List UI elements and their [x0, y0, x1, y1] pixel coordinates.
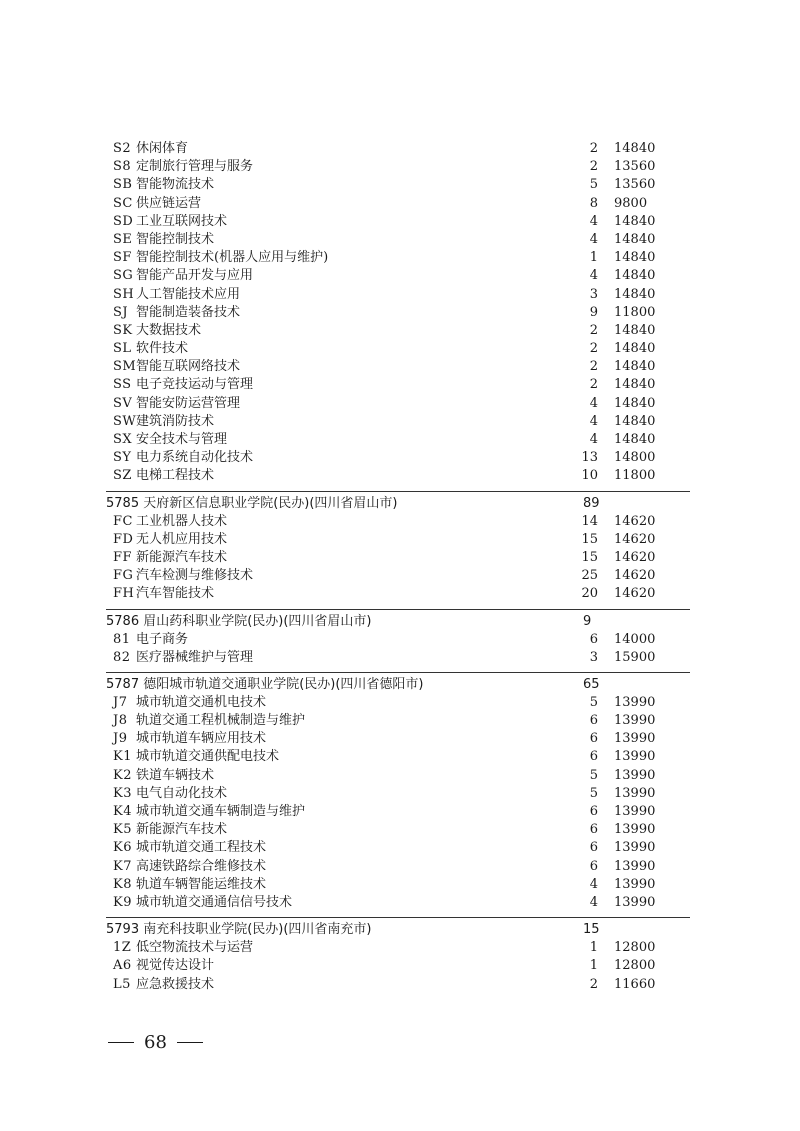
major-row [0, 785, 800, 803]
major-count: 1 [589, 250, 598, 266]
major-code: SS [113, 377, 132, 393]
major-row [0, 894, 800, 912]
major-row [0, 839, 800, 857]
major-code: SK [113, 322, 133, 338]
major-count: 6 [589, 631, 598, 647]
major-fee: 13990 [614, 840, 656, 856]
major-count: 13 [581, 450, 598, 466]
school-group [0, 675, 800, 912]
major-code: SB [113, 177, 133, 193]
school-header-row [0, 612, 800, 631]
major-count: 3 [589, 649, 598, 665]
major-fee: 13990 [614, 694, 656, 710]
major-row [0, 467, 800, 485]
school-total: 65 [583, 676, 600, 692]
school-name: 5787 德阳城市轨道交通职业学院(民办)(四川省德阳市) [106, 676, 424, 692]
major-count: 5 [589, 177, 598, 193]
major-fee: 14620 [614, 586, 656, 602]
major-code: S8 [113, 159, 132, 175]
major-code: SD [113, 213, 134, 229]
major-row [0, 549, 800, 567]
major-name: 电力系统自动化技术 [136, 450, 254, 466]
major-count: 10 [581, 468, 598, 484]
major-row [0, 585, 800, 603]
major-name: 建筑消防技术 [136, 413, 215, 429]
major-fee: 14800 [614, 450, 656, 466]
major-fee: 13990 [614, 713, 656, 729]
major-name: 无人机应用技术 [136, 531, 228, 547]
school-group [0, 920, 800, 994]
major-code: SG [113, 268, 134, 284]
major-count: 4 [589, 213, 598, 229]
major-code: K7 [113, 858, 132, 874]
major-name: 电子商务 [136, 631, 189, 647]
major-name: 智能互联网络技术 [136, 359, 241, 375]
major-row [0, 821, 800, 839]
major-count: 1 [589, 958, 598, 974]
major-fee: 14000 [614, 631, 656, 647]
major-count: 4 [589, 413, 598, 429]
major-code: K2 [113, 767, 132, 783]
major-code: A6 [113, 958, 132, 974]
major-name: 低空物流技术与运营 [136, 940, 254, 956]
major-fee: 14840 [614, 432, 656, 447]
major-row [0, 267, 800, 285]
major-fee: 14840 [614, 359, 656, 375]
major-name: 铁道车辆技术 [136, 767, 215, 783]
major-fee: 14620 [614, 549, 656, 565]
major-fee: 14840 [614, 141, 656, 156]
major-count: 3 [589, 286, 598, 302]
major-code: SJ [113, 304, 129, 320]
major-fee: 11800 [614, 304, 656, 320]
major-count: 2 [589, 341, 598, 357]
major-fee: 15900 [614, 649, 656, 665]
major-fee: 14840 [614, 413, 656, 429]
major-count: 4 [589, 432, 598, 447]
major-name: 智能控制技术 [136, 231, 215, 247]
major-name: 工业机器人技术 [136, 513, 228, 529]
major-row [0, 213, 800, 231]
school-header-row [0, 494, 800, 513]
school-divider [106, 672, 690, 673]
major-count: 5 [589, 694, 598, 710]
major-code: K6 [113, 840, 132, 856]
major-name: 智能物流技术 [136, 177, 215, 193]
major-row [0, 231, 800, 249]
major-fee: 12800 [614, 958, 656, 974]
major-code: L5 [113, 976, 131, 992]
major-row [0, 803, 800, 821]
major-fee: 13560 [614, 159, 656, 175]
major-fee: 11800 [614, 468, 656, 484]
school-total: 89 [583, 495, 600, 511]
major-fee: 13990 [614, 785, 656, 801]
major-name: 智能产品开发与应用 [136, 268, 254, 284]
major-row [0, 876, 800, 894]
major-count: 6 [589, 749, 598, 765]
major-row [0, 939, 800, 957]
major-row [0, 976, 800, 994]
major-name: 安全技术与管理 [136, 432, 228, 447]
major-name: 电子竞技运动与管理 [136, 377, 254, 393]
school-group [0, 494, 800, 604]
major-fee: 14840 [614, 213, 656, 229]
major-row [0, 957, 800, 975]
major-count: 15 [581, 549, 598, 565]
school-total: 9 [583, 613, 592, 629]
major-name: 医疗器械维护与管理 [136, 649, 254, 665]
major-row [0, 376, 800, 394]
major-name: 人工智能技术应用 [136, 286, 241, 302]
major-count: 2 [589, 377, 598, 393]
major-row [0, 322, 800, 340]
school-divider [106, 917, 690, 918]
major-code: J9 [113, 731, 128, 747]
major-name: 城市轨道交通机电技术 [136, 694, 267, 710]
major-code: SM [113, 359, 137, 375]
major-row [0, 158, 800, 176]
school-divider [106, 491, 690, 492]
major-code: K3 [113, 785, 132, 801]
major-fee: 13990 [614, 749, 656, 765]
major-name: 视觉传达设计 [136, 958, 215, 974]
major-code: J8 [113, 713, 128, 729]
major-code: S2 [113, 141, 132, 156]
enrollment-table [0, 140, 800, 994]
page-number-right-dash [177, 1042, 203, 1043]
page-number [108, 1032, 203, 1053]
major-name: 汽车检测与维修技术 [136, 568, 254, 584]
page-number-text: 68 [144, 1032, 167, 1053]
school-name: 5785 天府新区信息职业学院(民办)(四川省眉山市) [106, 495, 398, 511]
major-name: 软件技术 [136, 341, 189, 357]
major-code: K4 [113, 804, 132, 819]
major-row [0, 748, 800, 766]
major-name: 供应链运营 [136, 195, 202, 211]
major-fee: 13990 [614, 858, 656, 874]
major-name: 大数据技术 [136, 322, 202, 338]
major-count: 2 [589, 359, 598, 375]
major-code: FH [113, 586, 135, 602]
major-name: 休闲体育 [136, 141, 189, 156]
major-row [0, 431, 800, 449]
major-name: 应急救援技术 [136, 976, 215, 992]
major-name: 城市轨道交通通信信号技术 [136, 894, 293, 910]
major-code: K9 [113, 894, 132, 910]
major-row [0, 694, 800, 712]
major-name: 智能控制技术(机器人应用与维护) [136, 250, 329, 266]
major-count: 9 [589, 304, 598, 320]
major-row [0, 358, 800, 376]
major-fee: 14620 [614, 568, 656, 584]
major-code: SY [113, 450, 132, 466]
major-row [0, 395, 800, 413]
major-row [0, 176, 800, 194]
major-count: 2 [589, 976, 598, 992]
major-code: SX [113, 432, 133, 447]
major-name: 电气自动化技术 [136, 785, 228, 801]
major-code: SF [113, 250, 132, 266]
major-count: 5 [589, 767, 598, 783]
major-fee: 14840 [614, 341, 656, 357]
major-name: 新能源汽车技术 [136, 822, 228, 838]
major-name: 轨道车辆智能运维技术 [136, 876, 267, 892]
major-count: 1 [589, 940, 598, 956]
major-count: 2 [589, 141, 598, 156]
major-name: 轨道交通工程机械制造与维护 [136, 713, 306, 729]
major-code: SC [113, 195, 133, 211]
major-count: 8 [589, 195, 598, 211]
major-count: 4 [589, 268, 598, 284]
major-row [0, 140, 800, 158]
major-name: 高速铁路综合维修技术 [136, 858, 267, 874]
major-row [0, 567, 800, 585]
major-row [0, 340, 800, 358]
major-code: SW [113, 413, 137, 429]
major-fee: 14620 [614, 513, 656, 529]
school-divider [106, 609, 690, 610]
major-row [0, 649, 800, 667]
major-fee: 14840 [614, 286, 656, 302]
major-name: 汽车智能技术 [136, 586, 215, 602]
major-row [0, 413, 800, 431]
major-code: FC [113, 513, 133, 529]
major-count: 20 [581, 586, 598, 602]
major-row [0, 449, 800, 467]
school-name: 5786 眉山药科职业学院(民办)(四川省眉山市) [106, 613, 372, 629]
major-row [0, 249, 800, 267]
major-code: SH [113, 286, 135, 302]
major-code: FD [113, 531, 134, 547]
major-row [0, 531, 800, 549]
major-count: 6 [589, 858, 598, 874]
major-code: 81 [113, 631, 131, 647]
major-count: 4 [589, 876, 598, 892]
major-fee: 12800 [614, 940, 656, 956]
major-name: 电梯工程技术 [136, 468, 215, 484]
major-code: 1Z [113, 940, 132, 956]
major-count: 6 [589, 804, 598, 819]
major-count: 14 [581, 513, 598, 529]
major-fee: 11660 [614, 976, 656, 992]
major-code: FG [113, 568, 134, 584]
major-name: 工业互联网技术 [136, 213, 228, 229]
major-code: SE [113, 231, 133, 247]
major-code: J7 [113, 694, 128, 710]
major-name: 新能源汽车技术 [136, 549, 228, 565]
major-row [0, 631, 800, 649]
major-name: 城市轨道交通工程技术 [136, 840, 267, 856]
major-fee: 14840 [614, 322, 656, 338]
major-name: 城市轨道车辆应用技术 [136, 731, 267, 747]
major-count: 6 [589, 731, 598, 747]
major-count: 4 [589, 231, 598, 247]
school-group [0, 612, 800, 667]
major-code: K1 [113, 749, 132, 765]
page-number-left-dash [108, 1042, 134, 1043]
major-fee: 14840 [614, 268, 656, 284]
major-row [0, 730, 800, 748]
school-header-row [0, 675, 800, 694]
major-count: 5 [589, 785, 598, 801]
major-count: 6 [589, 822, 598, 838]
major-count: 25 [581, 568, 598, 584]
major-count: 2 [589, 322, 598, 338]
major-row [0, 304, 800, 322]
major-code: 82 [113, 649, 131, 665]
major-fee: 14840 [614, 250, 656, 266]
major-fee: 13990 [614, 767, 656, 783]
major-fee: 9800 [614, 195, 648, 211]
major-fee: 13990 [614, 894, 656, 910]
major-fee: 13990 [614, 876, 656, 892]
major-count: 15 [581, 531, 598, 547]
school-name: 5793 南充科技职业学院(民办)(四川省南充市) [106, 922, 372, 938]
major-fee: 14620 [614, 531, 656, 547]
school-total: 15 [583, 922, 600, 938]
major-row [0, 513, 800, 531]
major-name: 城市轨道交通车辆制造与维护 [136, 804, 306, 819]
major-count: 4 [589, 395, 598, 411]
major-row [0, 195, 800, 213]
major-fee: 13560 [614, 177, 656, 193]
major-code: SL [113, 341, 132, 357]
major-count: 2 [589, 159, 598, 175]
major-name: 城市轨道交通供配电技术 [136, 749, 280, 765]
major-row [0, 858, 800, 876]
major-code: K8 [113, 876, 132, 892]
major-code: K5 [113, 822, 132, 838]
major-count: 6 [589, 713, 598, 729]
major-name: 智能安防运营管理 [136, 395, 241, 411]
school-header-row [0, 920, 800, 939]
major-count: 6 [589, 840, 598, 856]
major-fee: 14840 [614, 395, 656, 411]
major-fee: 13990 [614, 804, 656, 819]
major-code: SZ [113, 468, 132, 484]
major-code: SV [113, 395, 133, 411]
major-fee: 14840 [614, 377, 656, 393]
major-count: 4 [589, 894, 598, 910]
major-fee: 13990 [614, 822, 656, 838]
major-fee: 13990 [614, 731, 656, 747]
major-name: 定制旅行管理与服务 [136, 159, 254, 175]
major-row [0, 286, 800, 304]
major-row [0, 712, 800, 730]
major-code: FF [113, 549, 133, 565]
major-fee: 14840 [614, 231, 656, 247]
major-name: 智能制造装备技术 [136, 304, 241, 320]
major-row [0, 767, 800, 785]
